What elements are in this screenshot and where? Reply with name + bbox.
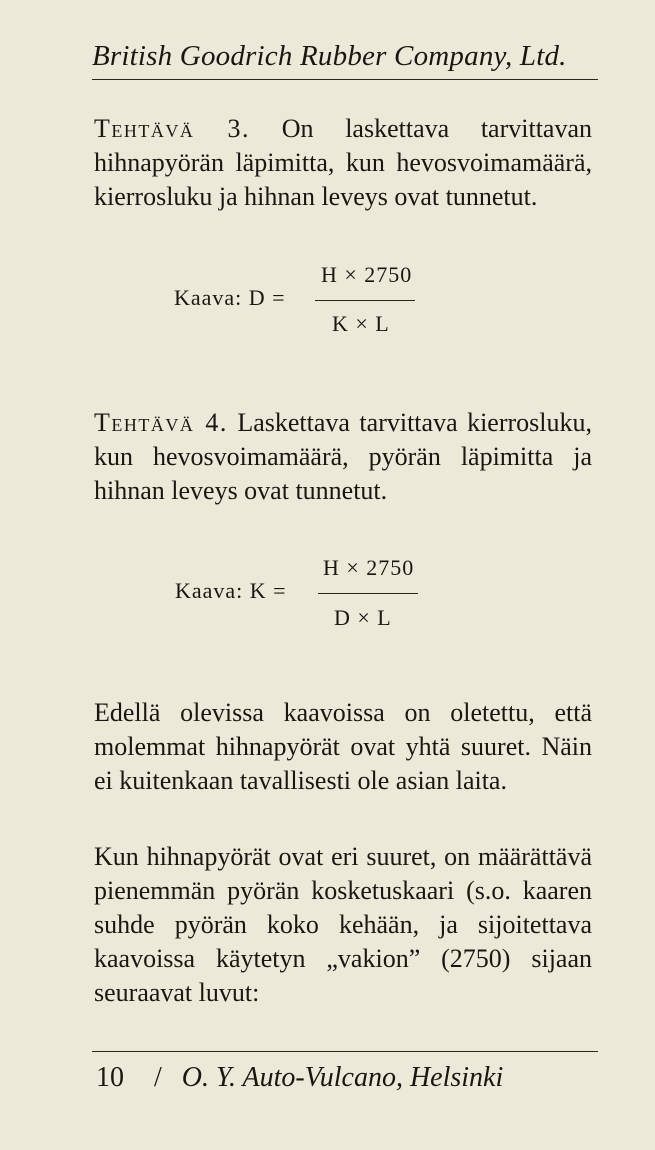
task4-formula (0, 550, 655, 650)
task4-formula-denominator: D × L (334, 605, 392, 630)
task4-formula-numerator: H × 2750 (323, 555, 415, 580)
task3-text: On laskettava tarvittavan hihnapyörän läpimitta, kun hevosvoimamäärä, kierrosluku ja hihnan leveys ovat tunnetut. (94, 114, 593, 211)
footer-rule (92, 1051, 598, 1052)
task4-formula-label: Kaava: K = (175, 578, 287, 603)
header-rule (92, 79, 598, 80)
task3-formula-numerator: H × 2750 (321, 262, 413, 287)
task3-label: Tehtävä 3. (94, 114, 251, 143)
task4-fraction-bar (318, 593, 418, 594)
task3-paragraph (94, 112, 592, 214)
task4-label: Tehtävä 4. (94, 408, 228, 437)
body-paragraph-2: Kun hihnapyörät ovat eri suuret, on määrättävä pienemmän pyörän kosketuskaari (s.o. kaaren suhde pyörän koko kehään, ja sijoitettava kaavoissa käytetyn „vakion” (2750) sijaan seuraavat luvut: (94, 842, 592, 1007)
task3-fraction-bar (315, 300, 415, 301)
page-footer (96, 1062, 596, 1094)
task3-formula (0, 258, 655, 358)
running-header: British Goodrich Rubber Company, Ltd. (92, 40, 567, 72)
footer-publisher: O. Y. Auto-Vulcano, Helsinki (181, 1062, 504, 1093)
task3-formula-denominator: K × L (332, 311, 390, 336)
task4-text: Laskettava tarvittava kierrosluku, kun hevosvoimamäärä, pyörän läpimitta ja hihnan leveys ovat tunnetut. (94, 408, 593, 505)
footer-separator: / (154, 1062, 162, 1093)
body-paragraph-1: Edellä olevissa kaavoissa on oletettu, että molemmat hihnapyörät ovat yhtä suuret. Näin ei kuitenkaan tavallisesti ole asian laita. (94, 698, 592, 795)
task3-formula-label: Kaava: D = (174, 285, 286, 310)
task4-paragraph (94, 406, 592, 508)
page-number: 10 (96, 1062, 124, 1093)
